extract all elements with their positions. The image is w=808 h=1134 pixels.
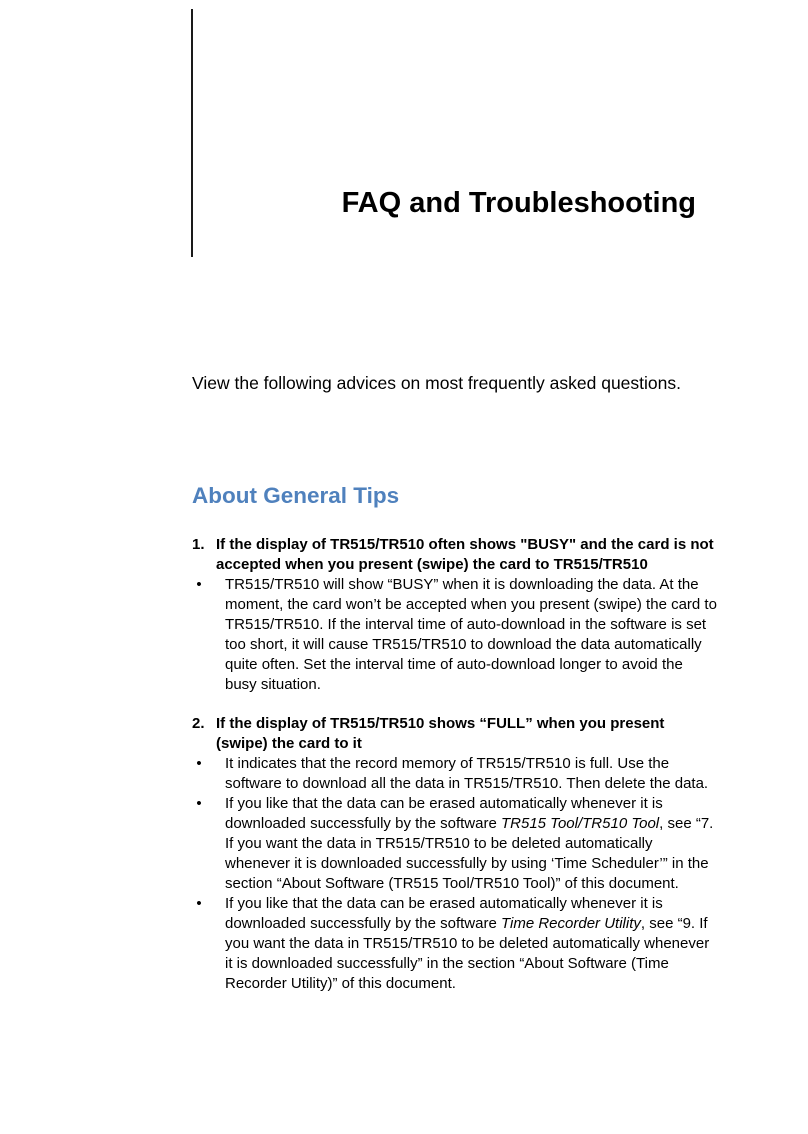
- question-number: 1.: [192, 536, 205, 553]
- faq-question: [192, 535, 717, 575]
- faq-item-2: [192, 714, 717, 994]
- bullet-icon: •: [196, 795, 202, 812]
- page-title: FAQ and Troubleshooting: [341, 187, 696, 219]
- bullet-icon: •: [196, 895, 202, 912]
- faq-answer: [192, 575, 717, 695]
- vertical-rule: [191, 9, 193, 257]
- software-name: Time Recorder Utility: [500, 915, 641, 932]
- answer-text: If you like that the data can be erased automatically whenever it is downloaded successfully by the software TR515 Tool/TR510 Tool, see “7. If you want the data in TR515/TR510 to be deleted automatically whenever it is downloaded successfully by using ‘Time Scheduler’” in the section “About Software (TR515 Tool/TR510 Tool)” of this document.: [225, 795, 714, 892]
- faq-answer: [192, 794, 717, 894]
- section-heading: About General Tips: [192, 483, 400, 508]
- answer-text: If you like that the data can be erased automatically whenever it is downloaded successfully by the software Time Recorder Utility, see “9. If you want the data in TR515/TR510 to be deleted automatically whenever it is downloaded successfully” in the section “About Software (Time Recorder Utility)” of this document.: [225, 895, 710, 992]
- intro-text: View the following advices on most frequently asked questions.: [192, 373, 681, 393]
- bullet-icon: •: [196, 755, 202, 772]
- faq-question: [192, 714, 717, 754]
- answer-text: It indicates that the record memory of TR515/TR510 is full. Use the software to download all the data in TR515/TR510. Then delete the data.: [225, 755, 709, 792]
- software-name: TR515 Tool/TR510 Tool: [500, 815, 660, 832]
- faq-item-1: [192, 535, 717, 695]
- question-text: If the display of TR515/TR510 shows “FULL” when you present (swipe) the card to it: [216, 715, 665, 752]
- faq-list: [192, 535, 717, 994]
- answer-text: TR515/TR510 will show “BUSY” when it is downloading the data. At the moment, the card won’t be accepted when you present (swipe) the card to TR515/TR510. If the interval time of auto-download in the software is set too short, it will cause TR515/TR510 to download the data automatically quite often. Set the interval time of auto-download longer to avoid the busy situation.: [225, 576, 717, 693]
- question-text: If the display of TR515/TR510 often shows "BUSY" and the card is not accepted when you present (swipe) the card to TR515/TR510: [216, 536, 714, 573]
- bullet-icon: •: [196, 576, 202, 593]
- faq-answer: [192, 894, 717, 994]
- question-number: 2.: [192, 715, 205, 732]
- faq-answer: [192, 754, 717, 794]
